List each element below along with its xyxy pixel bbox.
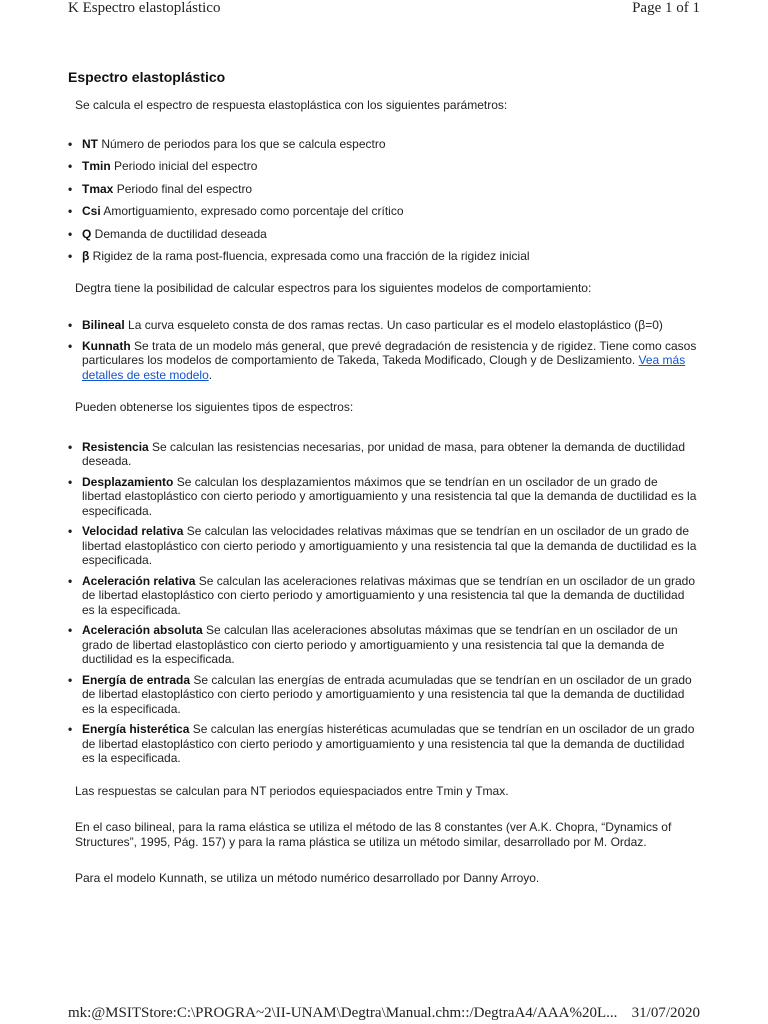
document-body	[68, 68, 700, 886]
spectrum-type-item	[68, 574, 700, 618]
page-title: Espectro elastoplástico	[68, 69, 226, 85]
spectra-types-list	[68, 440, 700, 766]
kunnath-note-paragraph: Para el modelo Kunnath, se utiliza un método numérico desarrollado por Danny Arroyo.	[75, 871, 540, 885]
spectrum-type-item-term: Energía histerética	[82, 722, 190, 736]
parameter-item-description: Periodo final del espectro	[113, 181, 253, 196]
bullet-icon: •	[68, 204, 73, 218]
bullet-icon: •	[68, 181, 73, 196]
parameter-item	[68, 182, 700, 197]
bullet-icon: •	[68, 722, 73, 736]
spectrum-type-item-description: Se calculan las energías histeréticas acumuladas que se tendrían en un oscilador de un grado de libertad elastoplástico con cierto periodo y amortiguamiento y una resistencia tal que la demanda de ductilidad es la especificada.	[82, 722, 695, 765]
model-item	[68, 339, 700, 383]
parameter-item	[68, 137, 700, 152]
parameter-item	[68, 159, 700, 174]
spectrum-type-item	[68, 524, 700, 568]
bullet-icon: •	[68, 672, 73, 687]
parameter-item-term: Tmin	[82, 159, 111, 173]
parameter-item-description: Número de periodos para los que se calcula espectro	[98, 136, 386, 151]
parameter-item-term: Csi	[82, 204, 101, 218]
spectrum-type-item-description: Se calculan los desplazamientos máximos que se tendrían en un oscilador de un grado de libertad elastoplástico con cierto periodo y amortiguamiento y una resistencia tal que la demanda de ductilidad es la especificada.	[82, 474, 697, 518]
spectrum-type-item-term: Desplazamiento	[82, 474, 174, 489]
model-item-term: Bilineal	[82, 318, 125, 332]
bullet-icon: •	[68, 439, 73, 454]
bullet-icon: •	[68, 318, 73, 332]
spectrum-type-item	[68, 475, 700, 519]
footer-date: 31/07/2020	[631, 1005, 700, 1021]
spectrum-type-item	[68, 623, 700, 667]
page-number: Page 1 of 1	[632, 0, 700, 16]
parameter-item-description: Periodo inicial del espectro	[110, 159, 258, 173]
bullet-icon: •	[68, 338, 73, 353]
models-intro-paragraph: Degtra tiene la posibilidad de calcular espectros para los siguientes modelos de comportamiento:	[75, 280, 592, 295]
spectrum-type-item-description: Se calculan llas aceleraciones absolutas máximas que se tendrían en un oscilador de un grado de libertad elastoplástico con cierto periodo y amortiguamiento y una resistencia tal que la demanda de ductilidad es la especificada.	[82, 623, 678, 666]
parameter-item-term: NT	[82, 136, 98, 151]
spectrum-type-item-description: Se calculan las aceleraciones relativas máximas que se tendrían en un oscilador de un grado de libertad elastoplástico con cierto periodo y amortiguamiento y una resistencia tal que la demanda de ductilidad es la especificada.	[82, 573, 696, 617]
models-list	[68, 318, 700, 382]
spectrum-type-item-term: Velocidad relativa	[82, 524, 184, 538]
spectrum-type-item-term: Aceleración absoluta	[82, 623, 203, 637]
parameter-item-term: β	[82, 249, 90, 263]
parameter-item-description: Rigidez de la rama post-fluencia, expresada como una fracción de la rigidez inicial	[89, 249, 530, 263]
spectrum-type-item	[68, 673, 700, 717]
spectrum-type-item-term: Energía de entrada	[82, 672, 191, 687]
parameter-item-term: Q	[82, 226, 92, 241]
parameters-list	[68, 137, 700, 264]
parameter-item	[68, 249, 700, 264]
spectrum-type-item-description: Se calculan las resistencias necesarias, por unidad de masa, para obtener la demanda de ductilidad deseada.	[82, 439, 686, 468]
parameter-item	[68, 204, 700, 219]
bullet-icon: •	[68, 226, 73, 241]
model-item-trailing-text: .	[208, 367, 213, 382]
parameter-item-description: Amortiguamiento, expresado como porcentaje del crítico	[100, 204, 404, 218]
spectrum-type-item-description: Se calculan las energías de entrada acumuladas que se tendrían en un oscilador de un grado de libertad elastoplástico con cierto periodo y amortiguamiento y una resistencia tal que la demanda de ductilidad es la especificada.	[82, 672, 692, 716]
nt-note-paragraph: Las respuestas se calculan para NT periodos equiespaciados entre Tmin y Tmax.	[75, 783, 509, 798]
model-item-description: La curva esqueleto consta de dos ramas rectas. Un caso particular es el modelo elastoplástico (β=0)	[124, 318, 663, 332]
model-details-link[interactable]: Vea más detalles de este modelo	[82, 353, 686, 382]
page-header-title: K Espectro elastoplástico	[68, 0, 221, 16]
parameter-item	[68, 227, 700, 242]
bullet-icon: •	[68, 136, 73, 151]
bullet-icon: •	[68, 623, 73, 637]
intro-paragraph: Se calcula el espectro de respuesta elastoplástica con los siguientes parámetros:	[75, 98, 508, 112]
spectra-intro-paragraph: Pueden obtenerse los siguientes tipos de espectros:	[75, 400, 354, 414]
spectrum-type-item-term: Resistencia	[82, 439, 149, 454]
model-item-term: Kunnath	[82, 338, 131, 353]
parameter-item-description: Demanda de ductilidad deseada	[91, 226, 267, 241]
footer-path: mk:@MSITStore:C:\PROGRA~2\II-UNAM\Degtra\Manual.chm::/DegtraA4/AAA%20L...	[68, 1005, 618, 1021]
spectrum-type-item	[68, 722, 700, 766]
model-item-description: Se trata de un modelo más general, que prevé degradación de resistencia y de rigidez. Tiene como casos particulares los modelos de comportamiento de Takeda, Takeda Modificado, Clough y de Deslizamiento.	[82, 338, 697, 367]
bullet-icon: •	[68, 573, 73, 588]
bullet-icon: •	[68, 249, 73, 263]
spectrum-type-item	[68, 440, 700, 469]
bullet-icon: •	[68, 159, 73, 173]
parameter-item-term: Tmax	[82, 181, 114, 196]
model-item	[68, 318, 700, 333]
bullet-icon: •	[68, 524, 73, 538]
spectrum-type-item-term: Aceleración relativa	[82, 573, 196, 588]
bullet-icon: •	[68, 474, 73, 489]
bilineal-note-paragraph: En el caso bilineal, para la rama elástica se utiliza el método de las 8 constantes (ver A.K. Chopra, “Dynamics of Structures”, 1995, Pág. 157) y para la rama plástica se utiliza un método similar, desarrollado por M. Ordaz.	[75, 820, 672, 849]
spectrum-type-item-description: Se calculan las velocidades relativas máximas que se tendrían en un oscilador de un grado de libertad elastoplástico con cierto periodo y amortiguamiento y una resistencia tal que la demanda de ductilidad es la especificada.	[82, 524, 697, 567]
